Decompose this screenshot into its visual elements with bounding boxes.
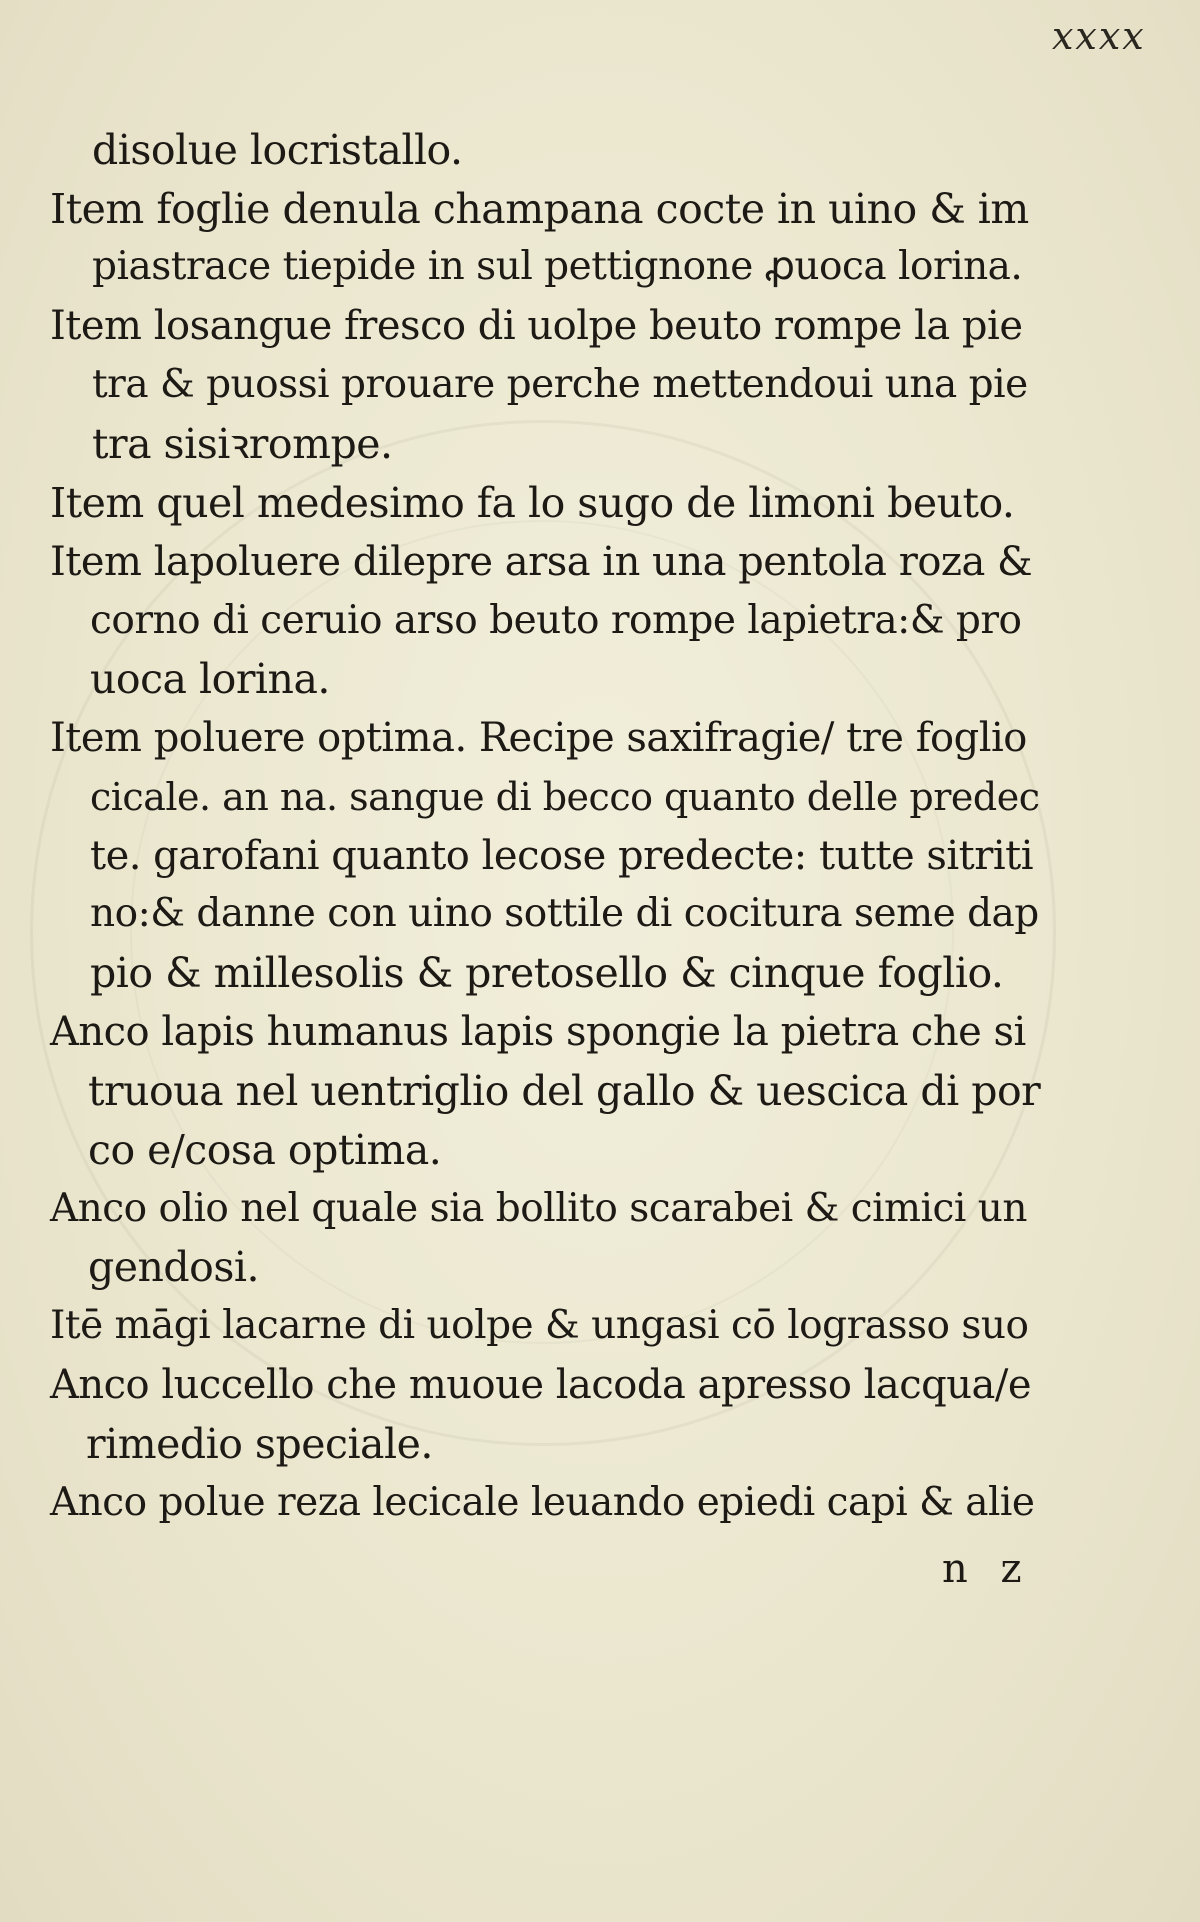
text-line: disolue locristallo. bbox=[92, 126, 463, 174]
text-line: Item poluere optima. Recipe saxifragie/ tre foglio bbox=[50, 715, 1027, 761]
text-line: Itē māgi lacarne di uolpe & ungasi cō lograsso suo bbox=[50, 1303, 1029, 1348]
text-line: te. garofani quanto lecose predecte: tutte sitriti bbox=[90, 833, 1034, 879]
text-line: Item losangue fresco di uolpe beuto rompe la pie bbox=[50, 303, 1023, 349]
text-line: Anco luccello che muoue lacoda apresso lacqua/e bbox=[50, 1362, 1032, 1408]
folio-mark: xxxx bbox=[1052, 14, 1146, 58]
text-line: piastrace tiepide in sul pettignone ꝓuoca lorina. bbox=[92, 244, 1023, 289]
text-line: Anco olio nel quale sia bollito scarabei & cimici un bbox=[50, 1186, 1027, 1231]
text-line: rimedio speciale. bbox=[86, 1420, 433, 1468]
text-line: no:& danne con uino sottile di cocitura seme dap bbox=[90, 891, 1039, 936]
text-line: uoca lorina. bbox=[90, 655, 330, 703]
text-line: tra sisiꝛrompe. bbox=[92, 420, 393, 468]
text-line: Anco lapis humanus lapis spongie la pietra che si bbox=[50, 1009, 1026, 1055]
text-line: Item foglie denula champana cocte in uino & im bbox=[50, 185, 1029, 233]
text-line: Item lapoluere dilepre arsa in una pentola roza & bbox=[50, 539, 1033, 585]
text-line: gendosi. bbox=[88, 1243, 260, 1291]
signature-mark: n z bbox=[942, 1546, 1032, 1592]
text-line: Anco polue reza lecicale leuando epiedi capi & alie bbox=[50, 1480, 1035, 1525]
text-line: truoua nel uentriglio del gallo & uescica di por bbox=[88, 1067, 1041, 1115]
text-line: pio & millesolis & pretosello & cinque foglio. bbox=[90, 949, 1004, 997]
text-line: cicale. an na. sangue di becco quanto delle predec bbox=[90, 775, 1040, 819]
text-line: co e/cosa optima. bbox=[88, 1126, 442, 1174]
text-line: tra & puossi prouare perche mettendoui una pie bbox=[92, 362, 1028, 407]
text-line: corno di ceruio arso beuto rompe lapietra:& pro bbox=[90, 598, 1022, 643]
text-line: Item quel medesimo fa lo sugo de limoni beuto. bbox=[50, 479, 1015, 527]
